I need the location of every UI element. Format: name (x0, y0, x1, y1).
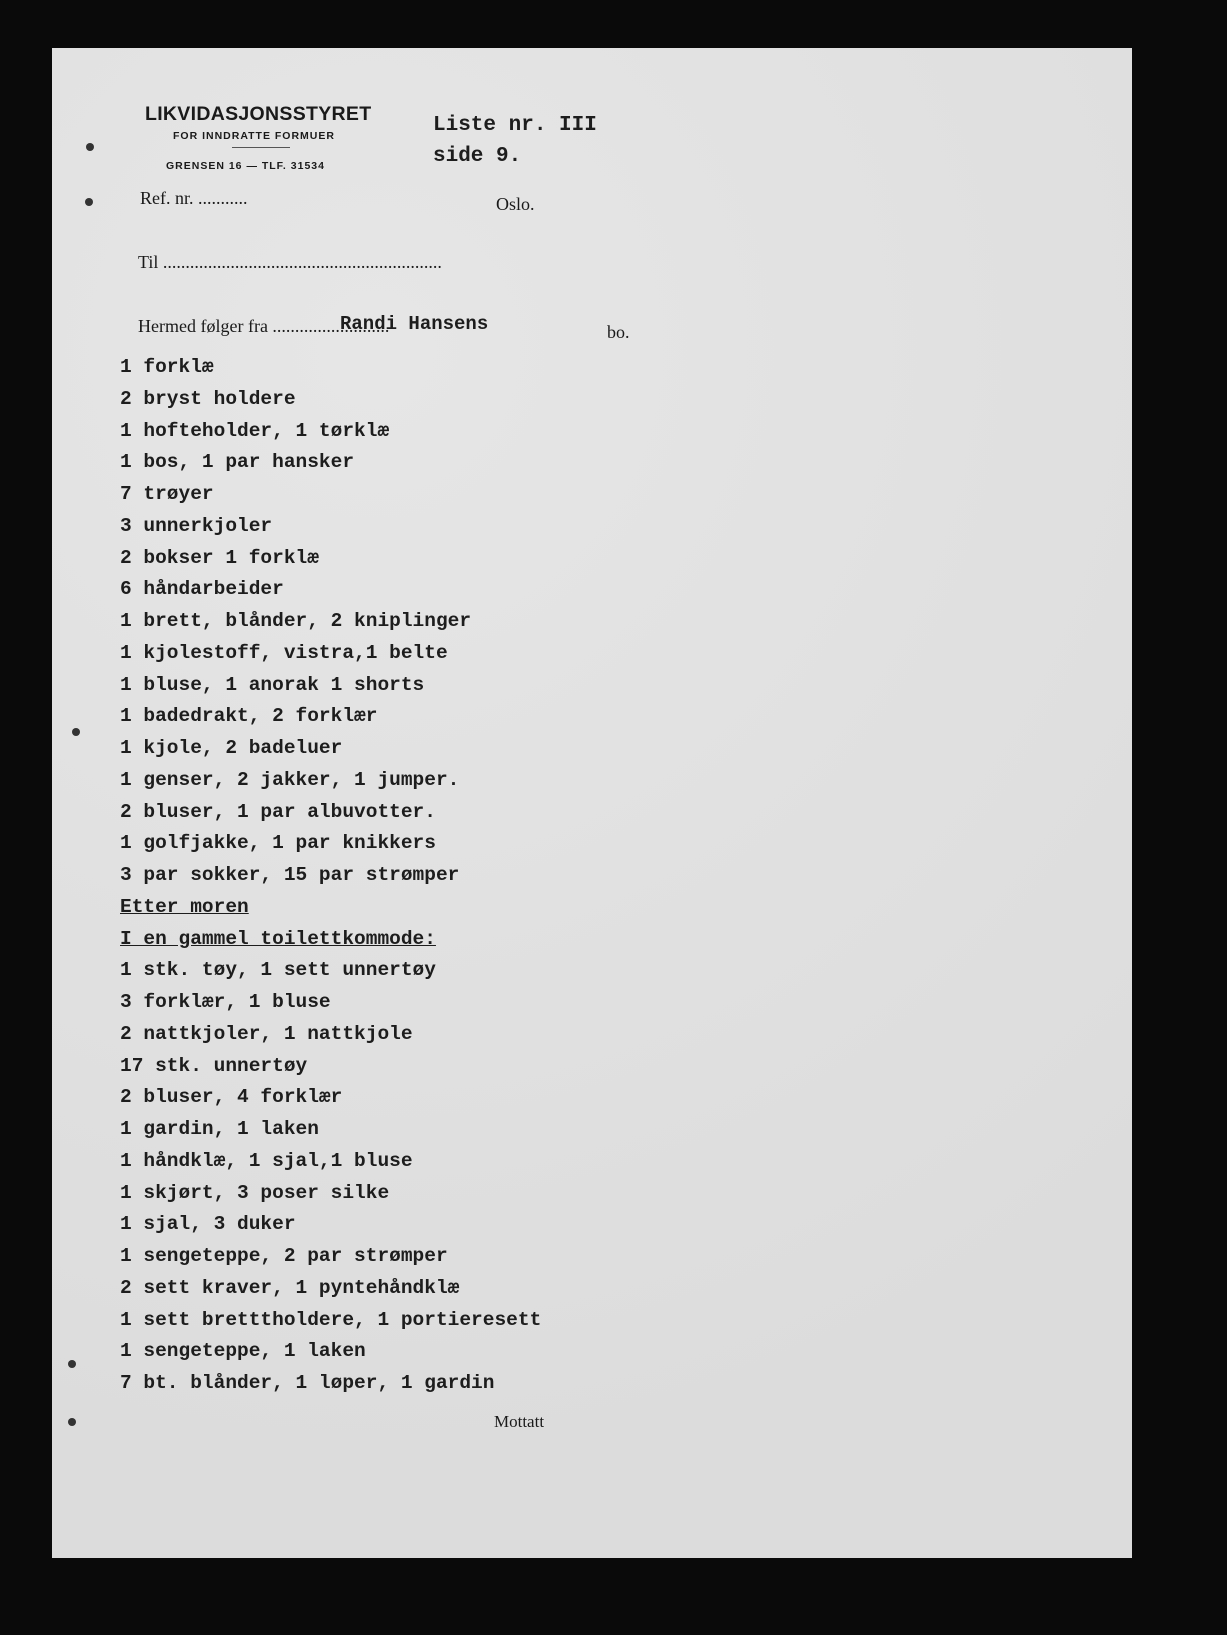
list-item: 1 sengeteppe, 1 laken (120, 1340, 366, 1363)
list-item: 1 stk. tøy, 1 sett unnertøy (120, 959, 436, 982)
received-label: Mottatt (494, 1412, 545, 1431)
list-item: 17 stk. unnertøy (120, 1054, 308, 1077)
list-item: 2 bryst holdere (120, 387, 296, 410)
list-item: 1 forklæ (120, 356, 214, 378)
list-item: 6 håndarbeider (120, 578, 284, 601)
punch-hole-mark (85, 198, 93, 206)
reference-number: Ref. nr. ........... (140, 188, 248, 208)
list-item: 2 bokser 1 forklæ (120, 546, 319, 569)
list-item: 1 sett bretttholdere, 1 portieresett (120, 1308, 542, 1331)
list-item: 1 håndklæ, 1 sjal,1 bluse (120, 1149, 413, 1172)
punch-hole-mark (86, 143, 94, 151)
page-number: side 9. (433, 145, 522, 168)
list-item: 1 bos, 1 par hansker (120, 451, 355, 474)
city: Oslo. (496, 194, 535, 214)
list-item: 3 unnerkjoler (120, 514, 273, 537)
letterhead-address: GRENSEN 16 — TLF. 31534 (166, 160, 325, 172)
estate-name: Randi Hansens (340, 313, 489, 335)
list-item: 1 badedrakt, 2 forklær (120, 705, 378, 728)
list-item: 7 trøyer (120, 483, 214, 505)
inventory-list (120, 352, 541, 1400)
list-item: 2 sett kraver, 1 pyntehåndklæ (120, 1276, 460, 1299)
list-item: 1 bluse, 1 anorak 1 shorts (120, 673, 425, 696)
punch-hole-mark (68, 1360, 76, 1368)
list-item: 1 brett, blånder, 2 kniplinger (120, 610, 472, 632)
list-item: 3 par sokker, 15 par strømper (120, 864, 460, 886)
letterhead-organization: LIKVIDASJONSSTYRET (145, 103, 372, 125)
list-item: 1 kjolestoff, vistra,1 belte (120, 641, 448, 664)
section-heading: Etter moren (120, 895, 249, 918)
list-item: 3 forklær, 1 bluse (120, 991, 331, 1013)
list-item: 1 sengeteppe, 2 par strømper (120, 1245, 448, 1267)
intro-suffix: bo. (607, 322, 630, 342)
list-item: 2 nattkjoler, 1 nattkjole (120, 1022, 413, 1045)
list-item: 1 genser, 2 jakker, 1 jumper. (120, 768, 460, 791)
sub-heading: I en gammel toilettkommode: (120, 927, 436, 950)
list-item: 1 skjørt, 3 poser silke (120, 1181, 390, 1204)
punch-hole-mark (72, 728, 80, 736)
list-item: 1 hofteholder, 1 tørklæ (120, 419, 390, 442)
list-item: 1 sjal, 3 duker (120, 1213, 296, 1236)
list-item: 1 golfjakke, 1 par knikkers (120, 832, 436, 855)
intro-label: Hermed følger fra .......................... (138, 316, 390, 336)
list-item: 2 bluser, 4 forklær (120, 1086, 343, 1109)
list-item: 7 bt. blånder, 1 løper, 1 gardin (120, 1372, 495, 1394)
recipient-line: Til .............................................................. (138, 252, 442, 272)
list-item: 1 gardin, 1 laken (120, 1118, 319, 1140)
punch-hole-mark (68, 1418, 76, 1426)
list-item: 1 kjole, 2 badeluer (120, 737, 343, 759)
list-item: 2 bluser, 1 par albuvotter. (120, 800, 436, 823)
letterhead-subtitle: FOR INNDRATTE FORMUER (173, 130, 335, 142)
list-number: Liste nr. III (433, 114, 597, 137)
letterhead-divider (232, 147, 290, 148)
